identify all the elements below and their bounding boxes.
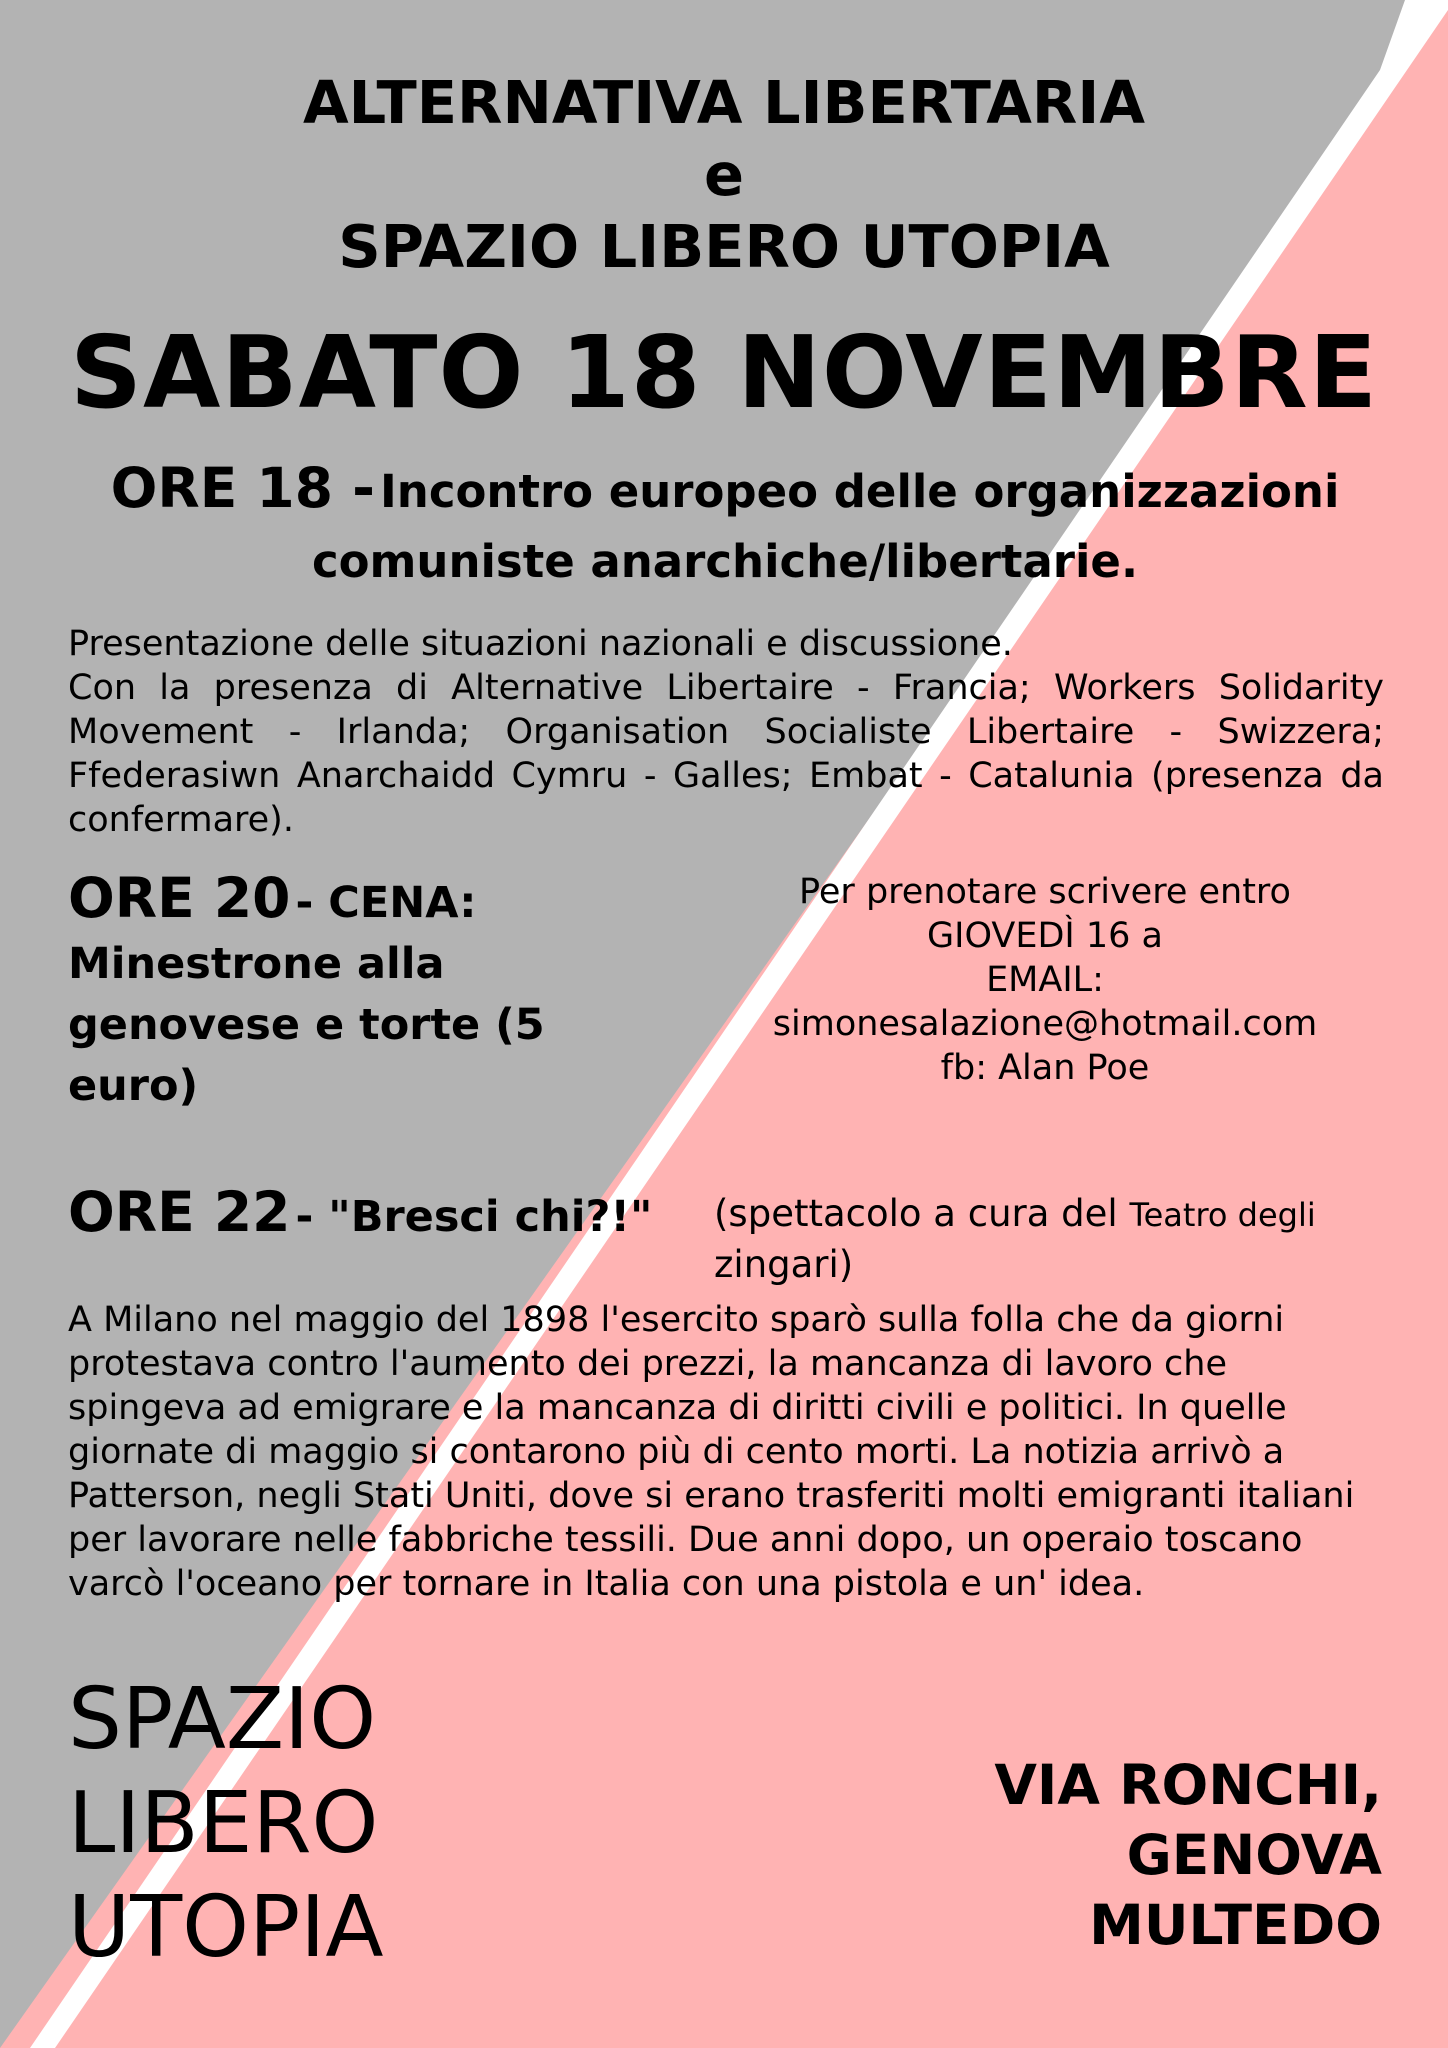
session-18-intro: Presentazione delle situazioni nazionali e discussione. [68,624,1013,664]
venue-address [800,1750,1382,1960]
booking-info [700,870,1390,1090]
booking-email-label: EMAIL: [986,960,1104,1000]
header-conjunction: e [703,140,744,209]
booking-instruction: Per prenotare scrivere entro [799,872,1291,912]
booking-email: simonesalazione@hotmail.com [772,1004,1318,1044]
session-22-note-part1: (spettacolo a cura del [714,1192,1130,1235]
session-20-menu: Minestrone alla genovese e torte (5 euro) [68,939,545,1111]
session-18-time: ORE 18 - [110,456,375,520]
session-18-title-line1: Incontro europeo delle organizzazioni [380,465,1340,518]
venue-line-2: LIBERO [68,1774,379,1873]
address-street: VIA RONCHI, [994,1753,1382,1817]
event-date: SABATO 18 NOVEMBRE [69,314,1379,431]
address-district: MULTEDO [1089,1893,1382,1957]
session-22-note-part3: zingari) [714,1243,854,1286]
session-18-description [68,622,1384,842]
venue-line-3: UTOPIA [68,1878,384,1977]
session-22-note [714,1192,1394,1294]
session-22-description: A Milano nel maggio del 1898 l'esercito sparò sulla folla che da giorni protestava contro l'aumento dei prezzi, la mancanza di lavoro che spingeva ad emigrare e la mancanza di diritti civili e politici. In quelle giornate di maggio si contarono più di cento morti. La notizia arrivò a Patterson, negli Stati Uniti, dove si erano trasferiti molti emigranti italiani per lavorare nelle fabbriche tessili. Due anni dopo, un operaio toscano varcò l'oceano per tornare in Italia con una pistola e un' idea. [68,1300,1355,1604]
session-18-title [40,458,1410,602]
booking-deadline: GIOVEDÌ 16 a [927,916,1163,956]
session-20-label: - CENA: [295,878,477,928]
session-18-participants: Con la presenza di Alternative Libertaire - Francia; Workers Solidarity Movement - Irlanda; Organisation Socialiste Libertaire - Swizzera; Ffederasiwn Anarchaidd Cymru - Galles; Embat - Catalunia (presenza da confermare). [68,668,1384,840]
address-city: GENOVA [1126,1823,1382,1887]
venue-line-1: SPAZIO [68,1670,377,1769]
session-20-dinner [68,866,638,1121]
venue-name [68,1668,384,1980]
organizer-alternativa-libertaria: ALTERNATIVA LIBERTARIA [303,68,1145,137]
booking-facebook: fb: Alan Poe [940,1048,1150,1088]
session-22-time: ORE 22 [68,1180,291,1244]
session-20-time: ORE 20 [68,866,291,930]
organizer-spazio-libero-utopia: SPAZIO LIBERO UTOPIA [338,212,1110,281]
session-22-note-part2: Teatro degli [1129,1196,1316,1234]
session-18-title-line2: comuniste anarchiche/libertarie. [311,535,1139,588]
session-22-show-title: - "Bresci chi?!" [295,1192,653,1242]
